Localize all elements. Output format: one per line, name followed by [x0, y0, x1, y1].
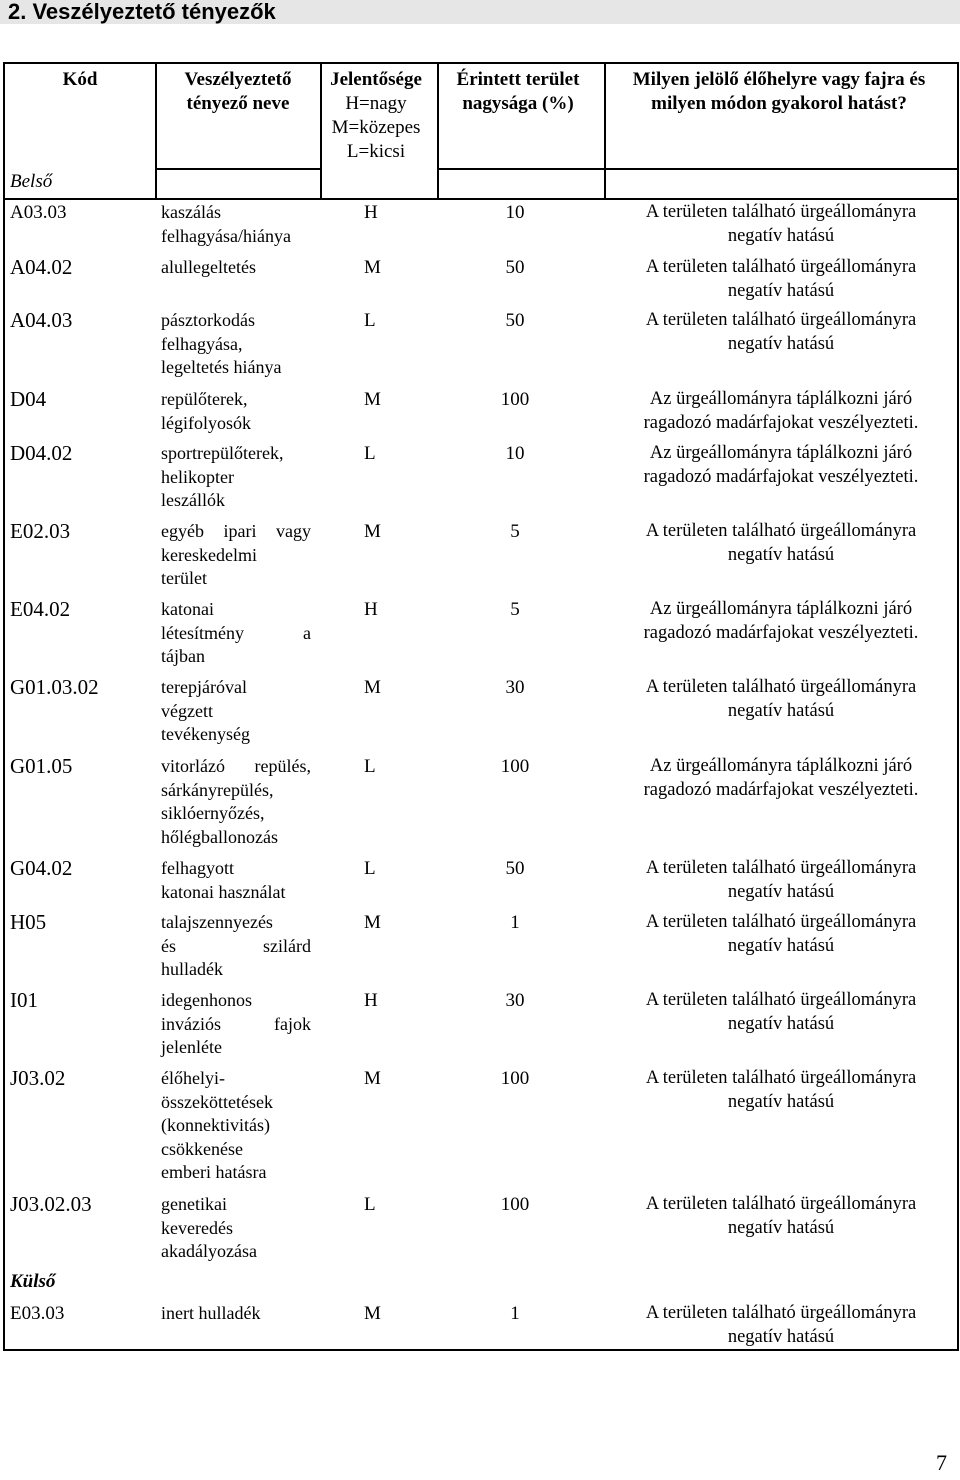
row-code: D04.02 — [10, 441, 73, 465]
row-code: D04 — [10, 387, 47, 411]
row-threat-name-line: felhagyása/hiánya — [161, 225, 291, 246]
row-impact-line: negatív hatású — [727, 1013, 835, 1034]
row-threat-name-line: helikopter — [161, 466, 234, 487]
row-impact — [606, 388, 956, 435]
row-impact-line: negatív hatású — [727, 333, 835, 354]
row-area: 100 — [500, 756, 530, 777]
row-threat-name-line: legeltetés hiánya — [161, 357, 282, 377]
row-significance: H — [364, 990, 378, 1011]
row-area: 10 — [505, 202, 525, 223]
group-label-external: Külső — [10, 1271, 56, 1292]
page-number: 7 — [936, 1450, 947, 1475]
row-area: 50 — [505, 310, 525, 331]
row-impact — [606, 989, 956, 1036]
row-code: E03.03 — [10, 1303, 65, 1324]
row-code: A04.03 — [10, 308, 73, 332]
row-code: I01 — [10, 988, 38, 1012]
row-threat-name-line: alullegeltetés — [161, 257, 256, 277]
row-threat-name-line: siklóernyőzés, — [161, 803, 265, 823]
row-impact-line: A területen található ürgeállományra — [645, 202, 917, 222]
row-impact — [606, 598, 956, 645]
row-threat-name-line: csökkenése — [161, 1138, 243, 1159]
row-threat-name-line: hulladék — [161, 959, 223, 979]
row-threat-name-line: inváziós fajok — [161, 1013, 311, 1034]
row-threat-name-line: kereskedelmi — [161, 544, 257, 565]
row-threat-name-line: jelenléte — [161, 1037, 222, 1057]
row-threat-name-line: emberi hatásra — [161, 1162, 267, 1182]
row-significance: M — [364, 677, 381, 698]
row-threat-name — [161, 989, 311, 1060]
row-significance: H — [364, 599, 378, 620]
row-code: E02.03 — [10, 519, 71, 543]
row-significance: L — [364, 310, 376, 331]
row-impact-line: A területen található ürgeállományra — [645, 912, 917, 932]
column-header-name-line: Veszélyeztető — [184, 69, 292, 90]
row-threat-name-line: repülőterek, — [161, 389, 248, 409]
row-area: 100 — [500, 1194, 530, 1215]
column-header-impact-line: milyen módon gyakorol hatást? — [651, 93, 907, 114]
row-area: 50 — [505, 257, 525, 278]
row-threat-name — [161, 1193, 311, 1264]
row-area: 1 — [510, 912, 520, 933]
row-threat-name — [161, 857, 311, 904]
row-code: G01.03.02 — [10, 675, 99, 699]
row-threat-name-line: egyéb ipari vagy — [161, 521, 311, 541]
row-threat-name-line: pásztorkodás — [161, 310, 255, 330]
row-significance: M — [364, 257, 381, 278]
row-area: 100 — [500, 389, 530, 410]
row-impact-line: negatív hatású — [727, 1326, 835, 1347]
row-threat-name-line: sportrepülőterek, — [161, 443, 284, 463]
row-code: A04.02 — [10, 255, 73, 279]
header-divider — [320, 168, 322, 200]
column-header-code: Kód — [62, 69, 98, 90]
row-code: G04.02 — [10, 856, 73, 880]
row-area: 5 — [510, 599, 520, 620]
row-impact-line: negatív hatású — [727, 881, 835, 902]
header-divider — [437, 168, 957, 170]
row-impact-line: negatív hatású — [727, 935, 835, 956]
row-impact-line: Az ürgeállományra táplálkozni járó — [649, 389, 913, 409]
column-header-name — [158, 68, 318, 116]
header-divider — [155, 64, 157, 168]
row-impact-line: negatív hatású — [727, 700, 835, 721]
row-impact-line: A területen található ürgeállományra — [645, 1068, 917, 1088]
row-code: E04.02 — [10, 597, 71, 621]
row-area: 1 — [510, 1303, 520, 1324]
row-impact — [606, 201, 956, 248]
row-threat-name-line: vitorlázó repülés, — [161, 756, 311, 776]
row-threat-name-line: sárkányrepülés, — [161, 779, 274, 800]
row-threat-name — [161, 442, 311, 513]
header-divider — [155, 168, 322, 170]
row-significance: M — [364, 389, 381, 410]
row-impact — [606, 755, 956, 802]
row-impact-line: ragadozó madárfajokat veszélyezteti. — [643, 466, 919, 487]
row-threat-name — [161, 388, 311, 435]
row-impact — [606, 256, 956, 303]
row-impact-line: ragadozó madárfajokat veszélyezteti. — [643, 622, 919, 643]
row-code: H05 — [10, 910, 47, 934]
row-threat-name-line: létesítmény a — [161, 622, 311, 643]
row-threat-name-line: talajszennyezés — [161, 912, 273, 932]
header-divider — [604, 168, 606, 200]
row-area: 5 — [510, 521, 520, 542]
row-threat-name-line: katonai használat — [161, 881, 286, 902]
row-impact — [606, 442, 956, 489]
row-threat-name — [161, 256, 351, 280]
section-heading: 2. Veszélyeztető tényezők — [0, 0, 960, 24]
row-impact-line: A területen található ürgeállományra — [645, 858, 917, 878]
row-threat-name-line: és szilárd — [161, 935, 311, 956]
row-impact-line: ragadozó madárfajokat veszélyezteti. — [643, 412, 919, 433]
header-divider — [155, 168, 157, 200]
row-area: 30 — [505, 990, 525, 1011]
row-threat-name-line: genetikai — [161, 1194, 227, 1214]
row-threat-name-line: összeköttetések — [161, 1091, 273, 1112]
column-header-significance-line: M=közepes — [331, 117, 421, 138]
row-area: 50 — [505, 858, 525, 879]
row-impact-line: Az ürgeállományra táplálkozni járó — [649, 599, 913, 619]
row-threat-name-line: felhagyása, — [161, 333, 243, 354]
row-area: 30 — [505, 677, 525, 698]
row-impact-line: Az ürgeállományra táplálkozni járó — [649, 756, 913, 776]
row-impact-line: negatív hatású — [727, 1217, 835, 1238]
row-threat-name-line: hőlégballonozás — [161, 826, 278, 847]
row-threat-name — [161, 911, 311, 982]
row-impact-line: Az ürgeállományra táplálkozni járó — [649, 443, 913, 463]
row-threat-name-line: inert hulladék — [161, 1303, 261, 1323]
row-significance: L — [364, 858, 376, 879]
row-significance: L — [364, 756, 376, 777]
row-significance: M — [364, 1068, 381, 1089]
row-threat-name — [161, 1302, 351, 1326]
row-threat-name-line: idegenhonos — [161, 990, 252, 1010]
row-threat-name-line: keveredés — [161, 1217, 233, 1238]
row-significance: M — [364, 912, 381, 933]
row-threat-name — [161, 520, 311, 591]
row-impact-line: negatív hatású — [727, 280, 835, 301]
row-threat-name — [161, 598, 311, 669]
column-header-impact — [604, 68, 954, 116]
row-threat-name — [161, 201, 311, 248]
row-threat-name-line: katonai — [161, 599, 214, 619]
row-threat-name-line: kaszálás — [161, 202, 221, 222]
column-header-name-line: tényező neve — [186, 93, 290, 114]
row-impact-line: negatív hatású — [727, 225, 835, 246]
row-significance: L — [364, 1194, 376, 1215]
row-impact — [606, 1193, 956, 1240]
row-significance: H — [364, 202, 378, 223]
column-header-area-line: nagysága (%) — [462, 93, 574, 114]
row-threat-name-line: végzett — [161, 700, 213, 721]
row-threat-name — [161, 755, 311, 849]
row-threat-name-line: leszállók — [161, 490, 225, 510]
row-impact — [606, 857, 956, 904]
row-impact-line: negatív hatású — [727, 1091, 835, 1112]
group-label-internal: Belső — [10, 171, 53, 192]
row-threat-name-line: tevékenység — [161, 724, 250, 744]
row-impact — [606, 1302, 956, 1349]
row-threat-name-line: terepjáróval — [161, 677, 247, 697]
row-impact-line: ragadozó madárfajokat veszélyezteti. — [643, 779, 919, 800]
row-impact-line: A területen található ürgeállományra — [645, 990, 917, 1010]
row-threat-name-line: tájban — [161, 646, 205, 666]
row-impact-line: A területen található ürgeállományra — [645, 521, 917, 541]
row-impact — [606, 1067, 956, 1114]
column-header-significance-line: L=kicsi — [346, 141, 406, 162]
column-header-significance-line: Jelentősége — [330, 69, 422, 90]
row-threat-name — [161, 1067, 311, 1185]
row-significance: L — [364, 443, 376, 464]
row-impact-line: A területen található ürgeállományra — [645, 1303, 917, 1323]
row-threat-name-line: terület — [161, 568, 207, 588]
row-threat-name-line: (konnektivitás) — [161, 1115, 270, 1135]
row-impact-line: A területen található ürgeállományra — [645, 310, 917, 330]
column-header-significance-line: H=nagy — [345, 93, 407, 114]
row-significance: M — [364, 521, 381, 542]
row-code: J03.02.03 — [10, 1192, 92, 1216]
column-header-significance — [318, 68, 434, 164]
row-threat-name — [161, 676, 311, 747]
row-significance: M — [364, 1303, 381, 1324]
row-threat-name-line: felhagyott — [161, 858, 234, 878]
row-impact-line: negatív hatású — [727, 544, 835, 565]
row-impact — [606, 676, 956, 723]
row-impact — [606, 911, 956, 958]
row-impact-line: A területen található ürgeállományra — [645, 1194, 917, 1214]
row-threat-name-line: légifolyosók — [161, 412, 251, 433]
row-area: 100 — [500, 1068, 530, 1089]
column-header-area — [436, 68, 600, 116]
row-threat-name-line: akadályozása — [161, 1241, 257, 1261]
row-code: A03.03 — [10, 202, 67, 223]
row-area: 10 — [505, 443, 525, 464]
row-impact — [606, 520, 956, 567]
row-threat-name — [161, 309, 311, 380]
row-code: G01.05 — [10, 754, 73, 778]
column-header-area-line: Érintett terület — [456, 69, 580, 90]
column-header-impact-line: Milyen jelölő élőhelyre vagy fajra és — [632, 69, 926, 90]
row-code: J03.02 — [10, 1066, 66, 1090]
row-impact-line: A területen található ürgeállományra — [645, 677, 917, 697]
row-impact — [606, 309, 956, 356]
header-divider — [5, 198, 957, 200]
row-impact-line: A területen található ürgeállományra — [645, 257, 917, 277]
header-divider — [437, 168, 439, 200]
row-threat-name-line: élőhelyi- — [161, 1068, 225, 1088]
